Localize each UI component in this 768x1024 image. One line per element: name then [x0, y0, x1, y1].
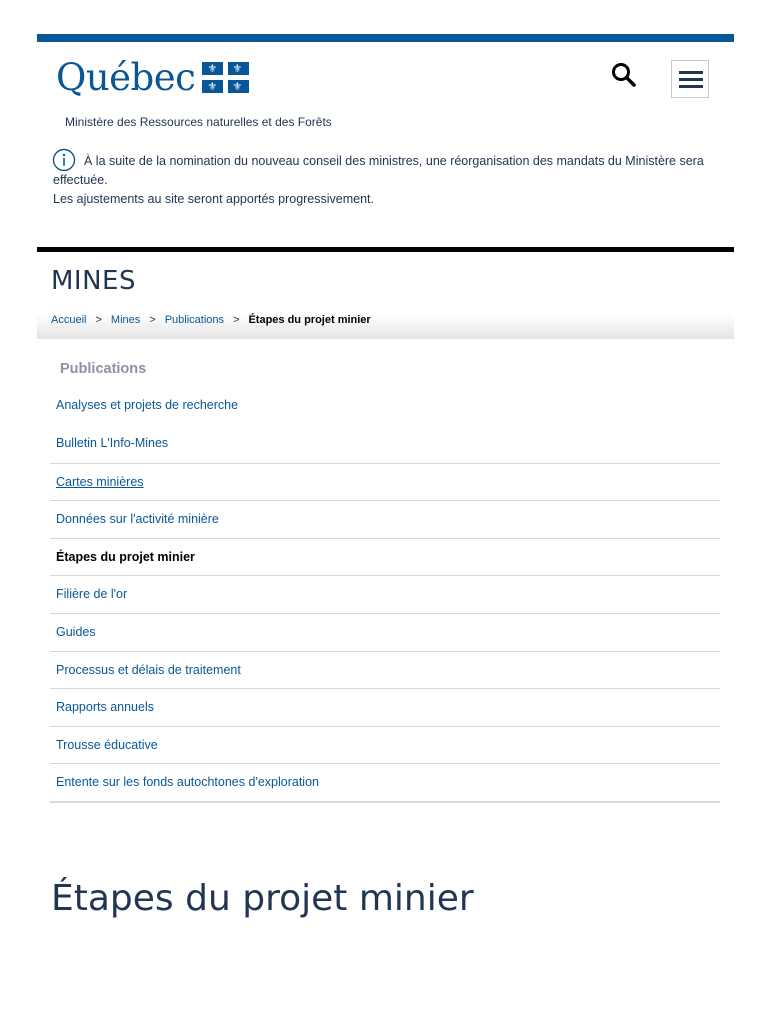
site-header [37, 42, 734, 138]
section-title: MINES [51, 266, 136, 296]
breadcrumb-separator: > [149, 314, 156, 326]
subnav-item-cartes[interactable]: Cartes minières [50, 463, 720, 501]
subnav-item-analyses[interactable]: Analyses et projets de recherche [56, 398, 239, 412]
menu-button[interactable] [671, 60, 709, 98]
logo-wordmark: Québec [56, 56, 196, 99]
breadcrumb-separator: > [95, 314, 102, 326]
breadcrumb-link-mines[interactable]: Mines [110, 314, 141, 326]
ministry-name: Ministère des Ressources naturelles et des Forêts [65, 115, 332, 129]
alert-banner [37, 138, 734, 247]
search-icon [610, 61, 638, 89]
subnav-item-bulletin[interactable]: Bulletin L'Info-Mines [56, 436, 169, 450]
breadcrumb-link-accueil[interactable]: Accueil [51, 314, 87, 326]
breadcrumb [51, 314, 371, 326]
breadcrumb-separator: > [233, 314, 240, 326]
top-color-bar [37, 34, 734, 42]
section-banner [37, 252, 734, 339]
quebec-flag-icon: ⚜ ⚜ ⚜ ⚜ [202, 62, 249, 93]
subnav-item-trousse[interactable]: Trousse éducative [50, 726, 720, 764]
subnav-item-donnees[interactable]: Données sur l'activité minière [50, 500, 720, 538]
breadcrumb-current: Étapes du projet minier [248, 314, 371, 326]
subnav-item-guides[interactable]: Guides [50, 613, 720, 651]
breadcrumb-link-publications[interactable]: Publications [164, 314, 225, 326]
publications-subnav [50, 354, 720, 803]
page [37, 34, 734, 790]
subnav-item-filiere[interactable]: Filière de l'or [50, 575, 720, 613]
subnav-item-entente[interactable]: Entente sur les fonds autochtones d'exploration [50, 763, 720, 801]
hamburger-menu-icon [679, 71, 703, 74]
info-icon [52, 148, 76, 172]
alert-line-2: Les ajustements au site seront apportés progressivement. [53, 192, 375, 206]
subnav-item-processus[interactable]: Processus et délais de traitement [50, 651, 720, 689]
subnav-title: Publications [60, 361, 147, 377]
page-title: Étapes du projet minier [51, 878, 474, 919]
alert-line-1: À la suite de la nomination du nouveau conseil des ministres, une réorganisation des mandats du Ministère sera effectuée. [53, 154, 704, 187]
subnav-item-rapports[interactable]: Rapports annuels [50, 688, 720, 726]
search-button[interactable] [610, 61, 638, 89]
subnav-item-etapes[interactable]: Étapes du projet minier [50, 538, 720, 576]
quebec-logo[interactable] [56, 56, 249, 99]
